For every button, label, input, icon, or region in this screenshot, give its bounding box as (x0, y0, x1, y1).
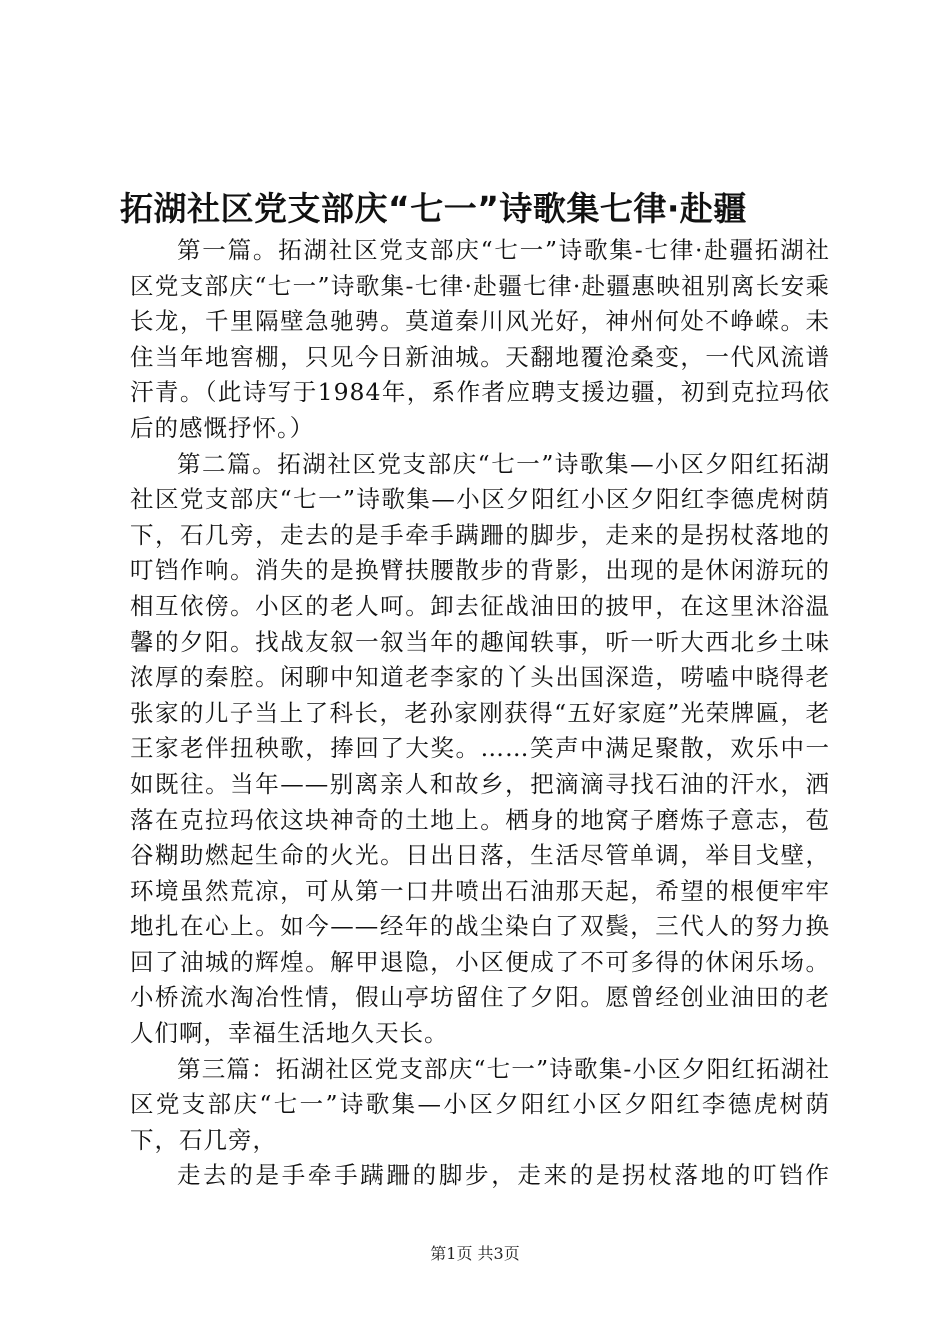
paragraph-4: 走去的是手牵手蹒跚的脚步，走来的是拐杖落地的叮铛作 (177, 1161, 830, 1190)
document-title: 拓湖社区党支部庆“七一”诗歌集七律·赴疆 (120, 189, 747, 228)
paragraph-1: 第一篇。拓湖社区党支部庆“七一”诗歌集-七律·赴疆拓湖社区党支部庆“七一”诗歌集-七律·赴疆七律·赴疆惠映祖别离长安乘长龙，千里隔壁急驰骋。莫道秦川风光好，神州何处不峥嵘。未住当年地窖棚，只见今日新油城。天翻地覆沧桑变，一代风流谱汗青。（此诗写于1984年，系作者应聘支援边疆，初到克拉玛依后的感慨抒怀。） (130, 236, 830, 442)
document-body (130, 233, 830, 1193)
page-footer: 第1页 共3页 (430, 1244, 520, 1263)
paragraph-2: 第二篇。拓湖社区党支部庆“七一”诗歌集—小区夕阳红拓湖社区党支部庆“七一”诗歌集—小区夕阳红小区夕阳红李德虎树荫下，石几旁，走去的是手牵手蹒跚的脚步，走来的是拐杖落地的叮铛作响。消失的是换臂扶腰散步的背影，出现的是休闲游玩的相互依傍。小区的老人呵。卸去征战油田的披甲，在这里沐浴温馨的夕阳。找战友叙一叙当年的趣闻轶事，听一听大西北乡土味浓厚的秦腔。闲聊中知道老李家的丫头出国深造，唠嗑中晓得老张家的儿子当上了科长，老孙家刚获得“五好家庭”光荣牌匾，老王家老伴扭秧歌，捧回了大奖。……笑声中满足聚散，欢乐中一如既往。当年——别离亲人和故乡，把滴滴寻找石油的汗水，洒落在克拉玛依这块神奇的土地上。栖身的地窝子磨炼子意志，苞谷糊助燃起生命的火光。日出日落，生活尽管单调，举目戈壁，环境虽然荒凉，可从第一口井喷出石油那天起，希望的根便牢牢地扎在心上。如今——经年的战尘染白了双鬓，三代人的努力换回了油城的辉煌。解甲退隐，小区便成了不可多得的休闲乐场。小桥流水淘冶性情，假山亭坊留住了夕阳。愿曾经创业油田的老人们啊，幸福生活地久天长。 (130, 449, 830, 1048)
paragraph-3: 第三篇：拓湖社区党支部庆“七一”诗歌集-小区夕阳红拓湖社区党支部庆“七一”诗歌集—小区夕阳红小区夕阳红李德虎树荫下，石几旁， (130, 1054, 830, 1154)
